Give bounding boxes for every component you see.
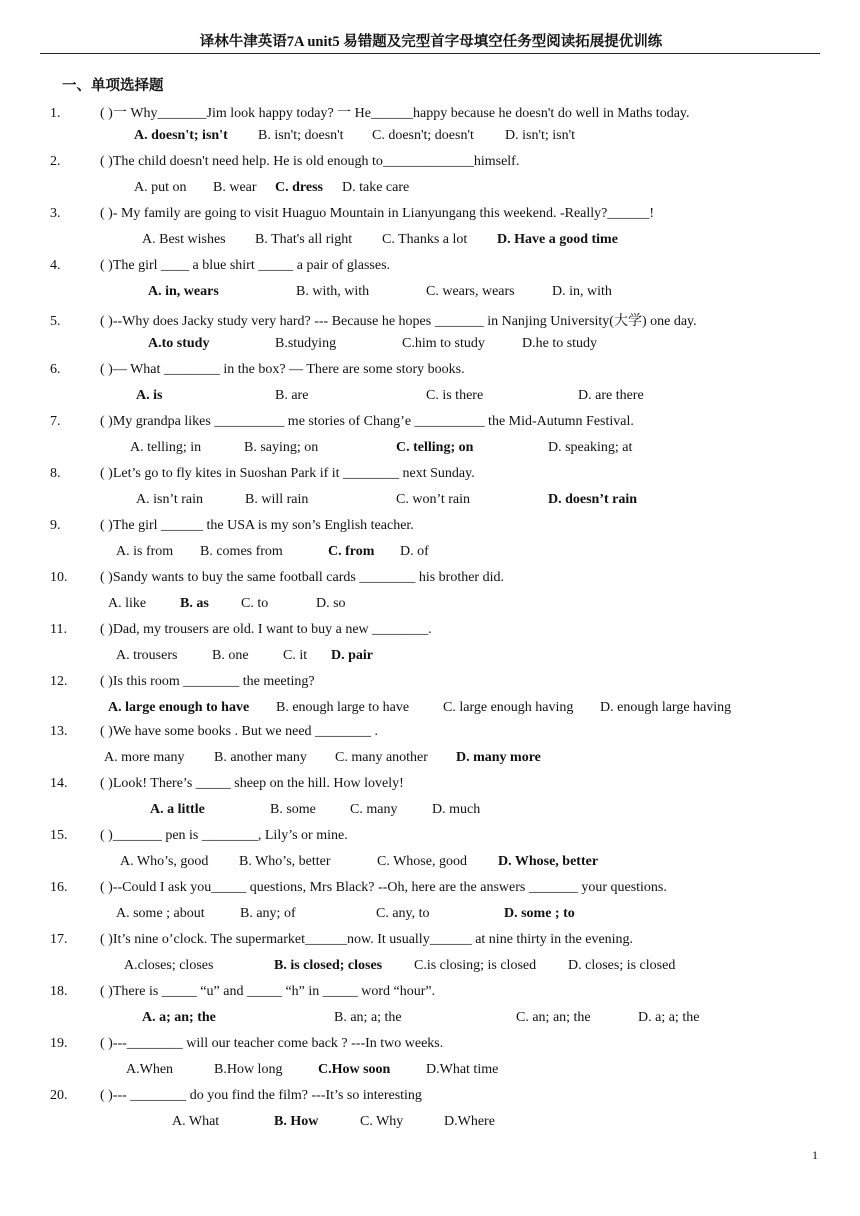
answer-option: B. will rain xyxy=(245,492,309,507)
question-text: ( )The girl ____ a blue shirt _____ a pair of glasses. xyxy=(100,258,391,273)
correct-option: A. is xyxy=(136,388,163,403)
answer-option: C. Why xyxy=(360,1114,404,1129)
question-number: 1. xyxy=(50,106,61,121)
question-text: ( )---________ will our teacher come back ? ---In two weeks. xyxy=(100,1036,444,1051)
answer-option: B. Who’s, better xyxy=(239,854,331,869)
correct-option: A. a little xyxy=(150,802,205,817)
question-stem xyxy=(50,154,519,170)
correct-option: D. Whose, better xyxy=(498,854,599,869)
header-divider xyxy=(40,53,820,54)
answer-option: A. some ; about xyxy=(116,906,205,921)
question-number: 4. xyxy=(50,258,61,273)
answer-option: C. Whose, good xyxy=(377,854,467,869)
correct-option: B. How xyxy=(274,1114,319,1129)
question-text: ( )Is this room ________ the meeting? xyxy=(100,674,315,689)
question-number: 10. xyxy=(50,570,68,585)
question-stem xyxy=(50,102,690,122)
question-text: ( )Look! There’s _____ sheep on the hill. How lovely! xyxy=(100,776,404,791)
question-text: ( )The girl ______ the USA is my son’s English teacher. xyxy=(100,518,414,533)
question-number: 2. xyxy=(50,154,61,169)
question-stem xyxy=(50,828,348,844)
answer-option: B. any; of xyxy=(240,906,296,921)
answer-option: D.What time xyxy=(426,1062,499,1077)
correct-option: A.to study xyxy=(148,336,210,351)
answer-option: C. is there xyxy=(426,388,484,403)
answer-option: D. are there xyxy=(578,388,644,403)
question-text: ( )My grandpa likes __________ me stories of Chang’e __________ the Mid-Autumn Festival. xyxy=(100,414,634,429)
question-stem xyxy=(50,932,633,948)
question-stem xyxy=(50,518,414,534)
question-text: ( )--Why does Jacky study very hard? --- Because he hopes _______ in Nanjing University(大学) one day. xyxy=(100,314,697,329)
question-stem xyxy=(50,622,432,638)
question-stem xyxy=(50,414,634,430)
correct-option: C. telling; on xyxy=(396,440,474,455)
answer-option: C.is closing; is closed xyxy=(414,958,537,973)
answer-option: C. won’t rain xyxy=(396,492,471,507)
answer-option: C. doesn't; doesn't xyxy=(372,128,474,143)
question-text: ( )— What ________ in the box? — There are some story books. xyxy=(100,362,465,377)
correct-option: A. in, wears xyxy=(148,284,219,299)
correct-option: B. as xyxy=(180,596,209,611)
answer-option: D.he to study xyxy=(522,336,598,351)
answer-option: C. Thanks a lot xyxy=(382,232,468,247)
question-text: ( )--- ________ do you find the film? ---It’s so interesting xyxy=(100,1088,422,1103)
correct-option: C.How soon xyxy=(318,1062,391,1077)
question-text: ( )--Could I ask you_____ questions, Mrs Black? --Oh, here are the answers _______ your questions. xyxy=(100,880,667,895)
answer-option: A.When xyxy=(126,1062,174,1077)
question-number: 7. xyxy=(50,414,61,429)
question-text: ( )一 Why_______Jim look happy today? 一 He______happy because he doesn't do well in Maths today. xyxy=(100,106,690,121)
correct-option: A. a; an; the xyxy=(142,1010,216,1025)
question-number: 18. xyxy=(50,984,68,999)
correct-option: D. pair xyxy=(331,648,373,663)
answer-option: A. like xyxy=(108,596,147,611)
question-stem xyxy=(50,310,697,330)
answer-option: D. isn't; isn't xyxy=(505,128,575,143)
answer-option: B. are xyxy=(275,388,309,403)
answer-option: D. speaking; at xyxy=(548,440,633,455)
page-number: 1 xyxy=(812,1148,818,1162)
answer-option: B. That's all right xyxy=(255,232,353,247)
question-number: 17. xyxy=(50,932,68,947)
question-stem xyxy=(50,1036,443,1052)
answer-option: B. saying; on xyxy=(244,440,319,455)
question-stem xyxy=(50,258,390,274)
correct-option: A. large enough to have xyxy=(108,700,250,715)
question-text: ( )- My family are going to visit Huaguo Mountain in Lianyungang this weekend. -Really?______! xyxy=(100,206,655,221)
answer-option: A. telling; in xyxy=(130,440,202,455)
question-stem xyxy=(50,776,404,792)
question-text: ( )Sandy wants to buy the same football cards ________ his brother did. xyxy=(100,570,504,585)
question-number: 20. xyxy=(50,1088,68,1103)
question-text: ( )It’s nine o’clock. The supermarket______now. It usually______ at nine thirty in the evening. xyxy=(100,932,634,947)
question-stem xyxy=(50,724,378,740)
answer-option: A.closes; closes xyxy=(124,958,214,973)
answer-option: B. another many xyxy=(214,750,307,765)
answer-option: A. Who’s, good xyxy=(120,854,209,869)
answer-option: B. with, with xyxy=(296,284,370,299)
question-stem xyxy=(50,1088,422,1104)
correct-option: D. Have a good time xyxy=(497,232,618,247)
answer-option: A. What xyxy=(172,1114,220,1129)
question-stem xyxy=(50,206,654,222)
answer-option: A. isn’t rain xyxy=(136,492,204,507)
answer-option: B. enough large to have xyxy=(276,700,410,715)
answer-option: D.Where xyxy=(444,1114,495,1129)
question-text: ( )_______ pen is ________, Lily’s or mine. xyxy=(100,828,348,843)
question-number: 15. xyxy=(50,828,68,843)
answer-option: D. of xyxy=(400,544,429,559)
question-stem xyxy=(50,984,435,1000)
answer-option: C. it xyxy=(283,648,308,663)
question-number: 6. xyxy=(50,362,61,377)
answer-option: A. put on xyxy=(134,180,187,195)
answer-option: B.How long xyxy=(214,1062,283,1077)
answer-option: A. more many xyxy=(104,750,185,765)
answer-option: C. many xyxy=(350,802,398,817)
answer-option: D. closes; is closed xyxy=(568,958,676,973)
question-stem xyxy=(50,570,504,586)
answer-option: D. much xyxy=(432,802,481,817)
question-number: 5. xyxy=(50,314,61,329)
question-number: 3. xyxy=(50,206,61,221)
answer-option: D. in, with xyxy=(552,284,612,299)
answer-option: A. Best wishes xyxy=(142,232,226,247)
answer-option: C. to xyxy=(241,596,269,611)
question-stem xyxy=(50,674,315,690)
question-number: 14. xyxy=(50,776,68,791)
question-stem xyxy=(50,466,475,482)
answer-option: C.him to study xyxy=(402,336,485,351)
correct-option: D. many more xyxy=(456,750,541,765)
answer-option: A. is from xyxy=(116,544,174,559)
correct-option: C. from xyxy=(328,544,375,559)
answer-option: B. wear xyxy=(213,180,257,195)
answer-option: C. wears, wears xyxy=(426,284,515,299)
question-text: ( )The child doesn't need help. He is old enough to_____________himself. xyxy=(100,154,520,169)
answer-option: D. a; a; the xyxy=(638,1010,700,1025)
answer-option: B. an; a; the xyxy=(334,1010,402,1025)
answer-option: D. enough large having xyxy=(600,700,732,715)
question-text: ( )Dad, my trousers are old. I want to buy a new ________. xyxy=(100,622,432,637)
question-number: 9. xyxy=(50,518,61,533)
answer-option: A. trousers xyxy=(116,648,178,663)
answer-option: C. large enough having xyxy=(443,700,574,715)
question-text: ( )There is _____ “u” and _____ “h” in _____ word “hour”. xyxy=(100,984,436,999)
correct-option: B. is closed; closes xyxy=(274,958,383,973)
question-number: 11. xyxy=(50,622,67,637)
question-number: 19. xyxy=(50,1036,68,1051)
answer-option: D. so xyxy=(316,596,346,611)
answer-option: B. some xyxy=(270,802,316,817)
question-stem xyxy=(50,880,667,896)
answer-option: B. one xyxy=(212,648,249,663)
question-number: 13. xyxy=(50,724,68,739)
correct-option: C. dress xyxy=(275,180,323,195)
answer-option: D. take care xyxy=(342,180,410,195)
question-number: 12. xyxy=(50,674,68,689)
correct-option: A. doesn't; isn't xyxy=(134,128,228,143)
correct-option: D. some ; to xyxy=(504,906,575,921)
question-number: 8. xyxy=(50,466,61,481)
question-number: 16. xyxy=(50,880,68,895)
answer-option: B. isn't; doesn't xyxy=(258,128,344,143)
question-text: ( )Let’s go to fly kites in Suoshan Park if it ________ next Sunday. xyxy=(100,466,475,481)
answer-option: C. many another xyxy=(335,750,428,765)
correct-option: D. doesn’t rain xyxy=(548,492,638,507)
answer-option: B.studying xyxy=(275,336,337,351)
document-title: 译林牛津英语7A unit5 易错题及完型首字母填空任务型阅读拓展提优训练 xyxy=(199,34,663,50)
question-text: ( )We have some books . But we need ________ . xyxy=(100,724,379,739)
question-stem xyxy=(50,362,465,378)
answer-option: B. comes from xyxy=(200,544,283,559)
answer-option: C. any, to xyxy=(376,906,430,921)
answer-option: C. an; an; the xyxy=(516,1010,591,1025)
section-title: 一、单项选择题 xyxy=(62,78,164,94)
